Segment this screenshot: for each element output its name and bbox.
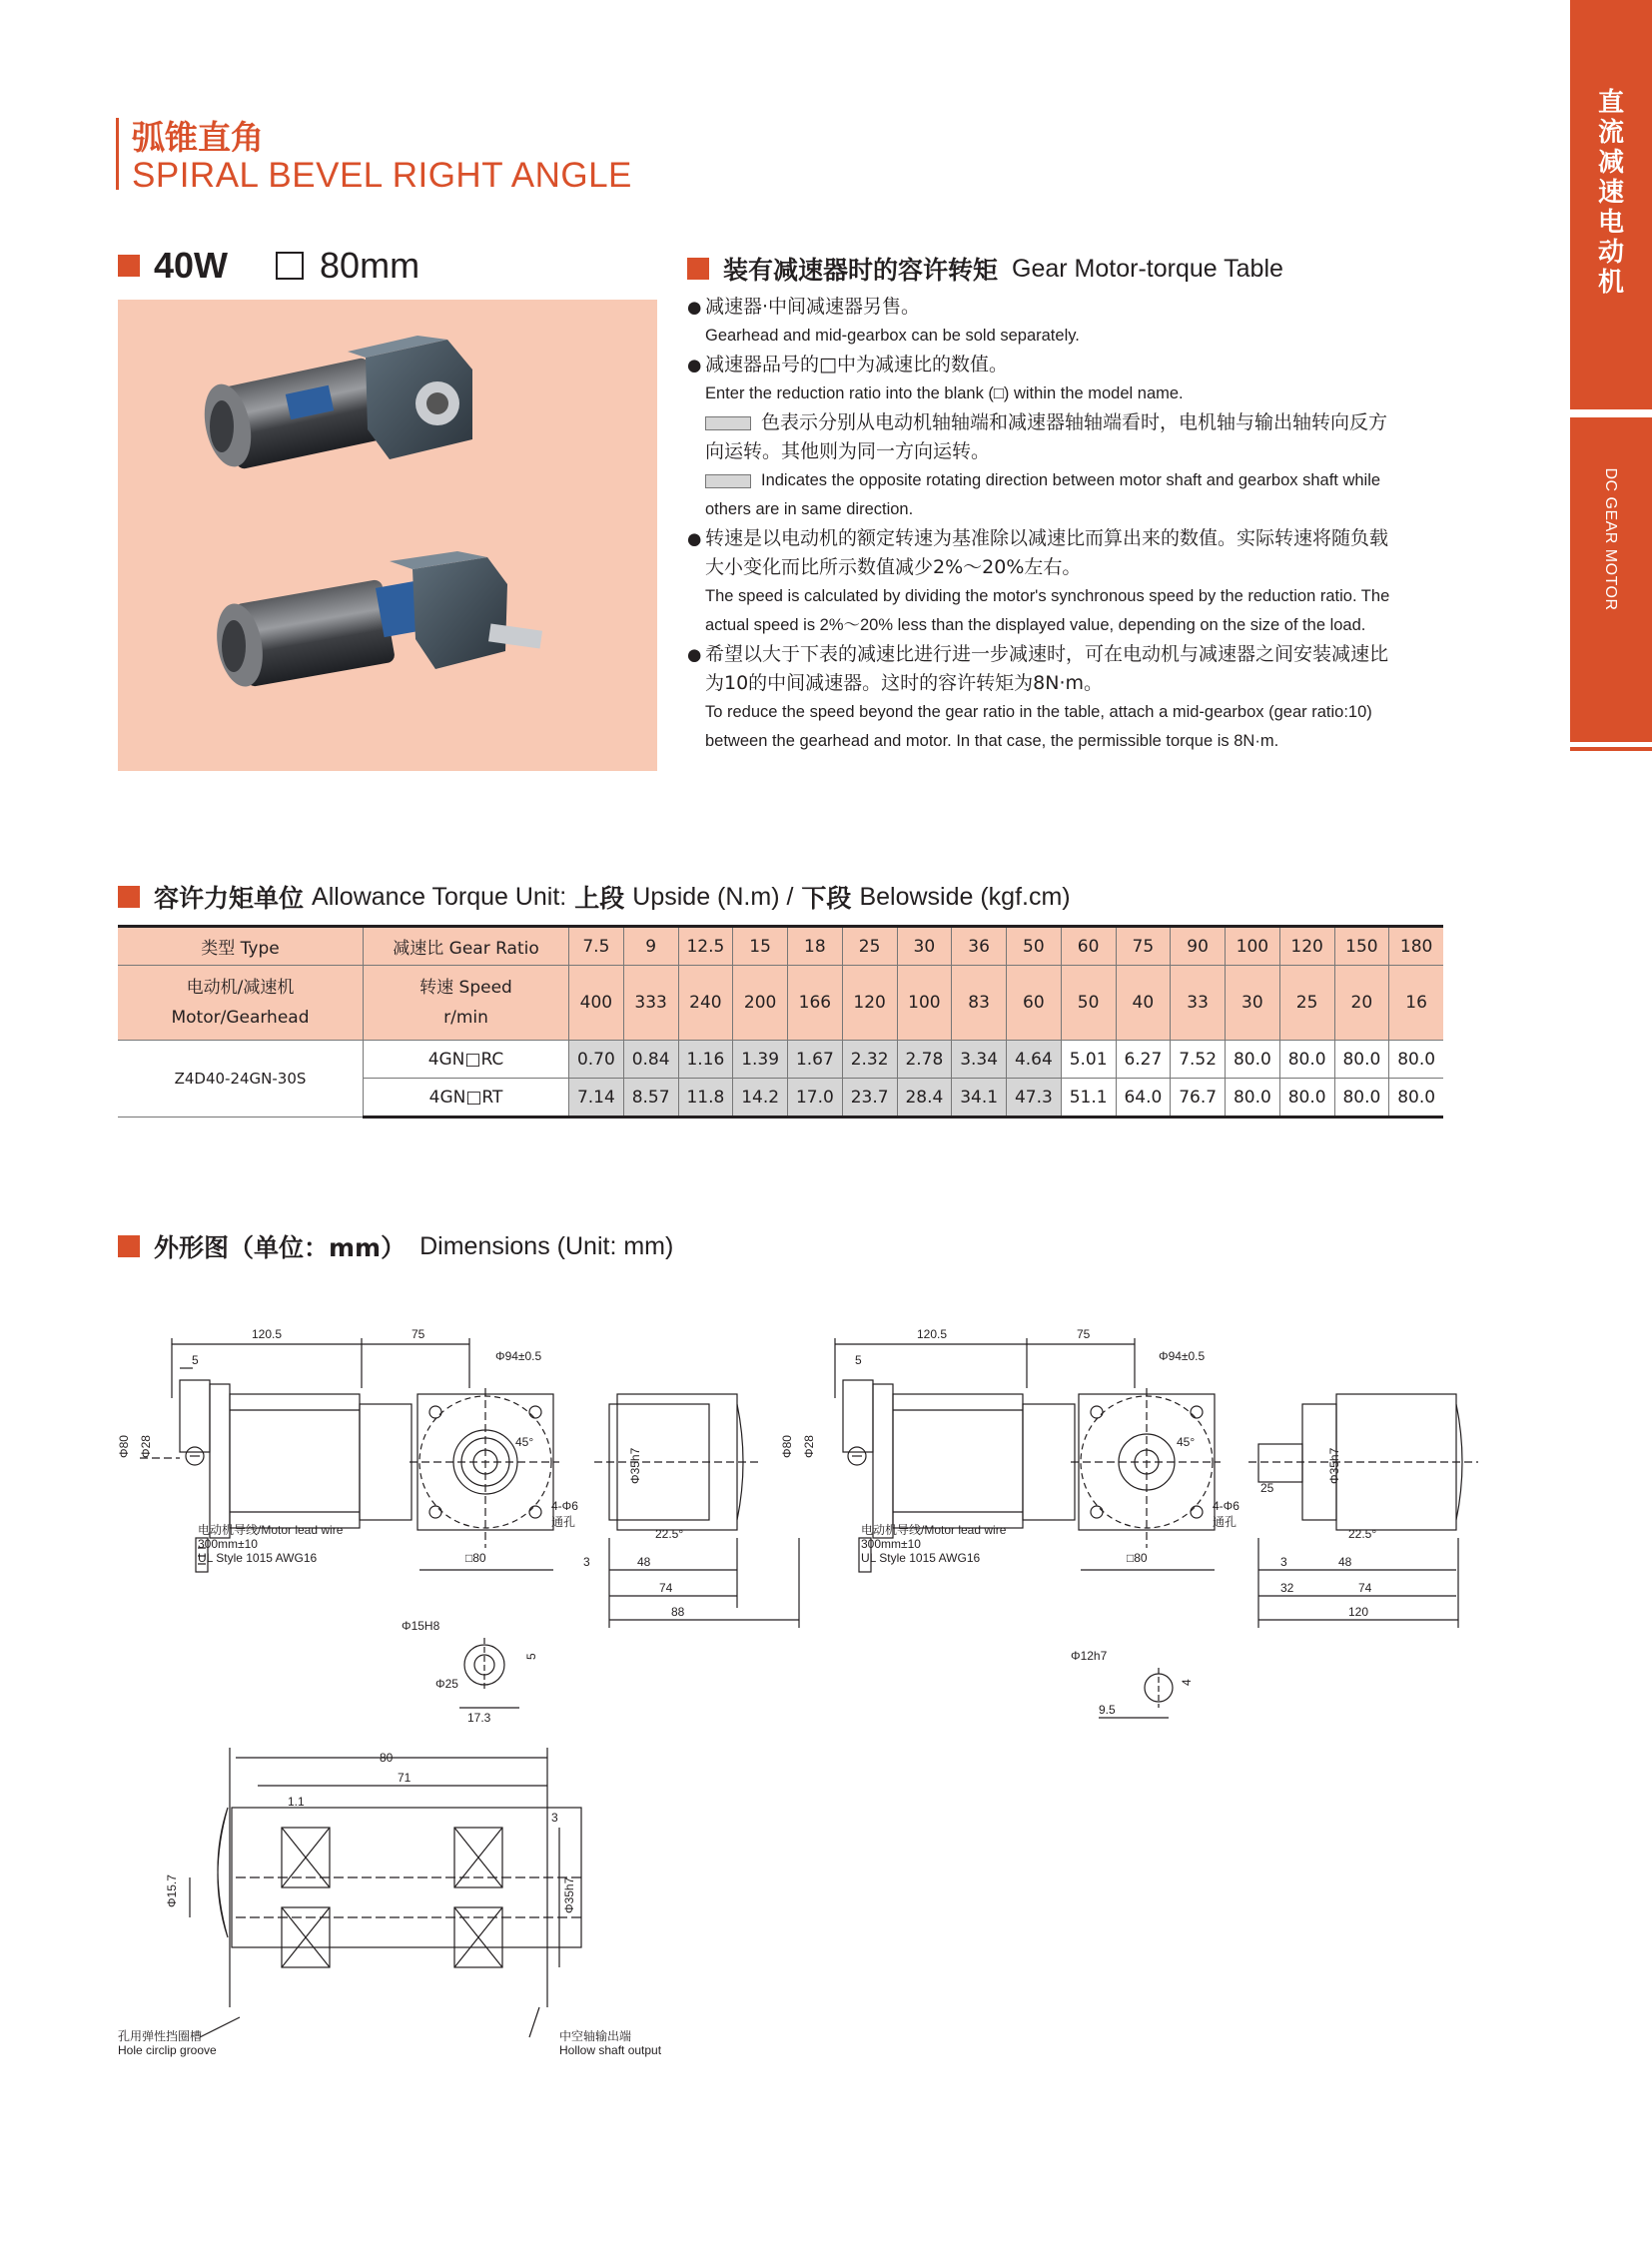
speed-cell: 40 — [1116, 966, 1171, 1041]
dim-48: 48 — [1338, 1555, 1352, 1569]
lead-wire-style: UL Style 1015 AWG16 — [861, 1551, 981, 1565]
dim-square80: □80 — [465, 1551, 486, 1565]
dim-phi15-7: Φ15.7 — [165, 1874, 179, 1907]
dim-phi28: Φ28 — [139, 1435, 153, 1458]
motor-photo-top — [198, 336, 472, 471]
allowance-section-heading — [118, 879, 1071, 915]
ratio-cell: 75 — [1116, 927, 1171, 966]
square-frame-icon — [276, 252, 304, 280]
notes-list — [687, 293, 1401, 756]
note-text-en: Gearhead and mid-gearbox can be sold separately. — [705, 327, 1080, 345]
ratio-cell: 15 — [733, 927, 788, 966]
note-text-cn: 减速器品号的□中为减速比的数值。 — [705, 354, 1008, 375]
dim-32: 32 — [1280, 1581, 1294, 1595]
dim-45deg: 45° — [515, 1435, 534, 1449]
ratio-cell: 7.5 — [569, 927, 624, 966]
dim-shaft12: Φ12h7 — [1071, 1649, 1108, 1663]
ratio-cell: 120 — [1279, 927, 1334, 966]
side-tab-title-cn: 直流减速电动机 — [1597, 88, 1624, 298]
torque-rt-cell: 28.4 — [897, 1079, 952, 1118]
section-marker-icon — [118, 1235, 140, 1257]
speed-cell: 400 — [569, 966, 624, 1041]
torque-rc-cell: 1.67 — [788, 1041, 843, 1079]
ratio-cell: 36 — [952, 927, 1007, 966]
ratio-cell: 9 — [623, 927, 678, 966]
torque-rt-cell: 14.2 — [733, 1079, 788, 1118]
dim-bore-17-3: 17.3 — [467, 1711, 491, 1725]
torque-rt-cell: 80.0 — [1226, 1079, 1280, 1118]
ratio-cell: 90 — [1171, 927, 1226, 966]
torque-rc-cell: 80.0 — [1279, 1041, 1334, 1079]
dim-5: 5 — [192, 1353, 199, 1367]
dim-holes-cn: 通孔 — [1213, 1515, 1238, 1529]
bullet-icon: ● — [687, 529, 702, 548]
dim-75: 75 — [412, 1327, 425, 1341]
speed-cell: 25 — [1279, 966, 1334, 1041]
dim-phi35-hollow: Φ35h7 — [562, 1876, 576, 1913]
torque-rt-cell: 80.0 — [1389, 1079, 1443, 1118]
dim-phi80: Φ80 — [117, 1435, 131, 1458]
dim-75: 75 — [1077, 1327, 1091, 1341]
lead-wire-label: 电动机导线/Motor lead wire — [198, 1523, 344, 1537]
dim-holes: 4-Φ6 — [1213, 1499, 1239, 1513]
ratio-cell: 30 — [897, 927, 952, 966]
note-text-cn: 转速是以电动机的额定转速为基准除以减速比而算出来的数值。实际转速将随负载大小变化而比所示数值减少2%～20%左右。 — [705, 527, 1389, 578]
motor-gearhead-en: Motor/Gearhead — [171, 1008, 310, 1028]
motor-photo-bottom — [211, 551, 542, 690]
hollow-label-cn: 中空轴输出端 — [559, 2029, 632, 2043]
dim-s80: 80 — [380, 1751, 394, 1765]
dim-bore: Φ15H8 — [402, 1619, 440, 1633]
note-item — [687, 408, 1401, 524]
dim-45deg: 45° — [1177, 1435, 1196, 1449]
torque-rc-cell: 80.0 — [1389, 1041, 1443, 1079]
motor-gearhead-cn: 电动机/减速机 — [186, 978, 295, 998]
dim-key5: 5 — [524, 1653, 538, 1660]
note-item — [687, 524, 1401, 640]
torque-rc-cell: 1.39 — [733, 1041, 788, 1079]
dim-48: 48 — [637, 1555, 651, 1569]
torque-rt-cell: 7.14 — [569, 1079, 624, 1118]
dim-s1-1: 1.1 — [288, 1795, 305, 1809]
speed-unit: r/min — [443, 1008, 488, 1028]
upside-label-cn: 上段 — [574, 884, 625, 913]
dim-120-5: 120.5 — [917, 1327, 948, 1341]
model-cell: Z4D40-24GN-30S — [118, 1041, 364, 1118]
dim-square80: □80 — [1127, 1551, 1148, 1565]
torque-rt-cell: 80.0 — [1334, 1079, 1389, 1118]
dim-3: 3 — [583, 1555, 590, 1569]
speed-cell: 16 — [1389, 966, 1443, 1041]
ratio-cell: 60 — [1061, 927, 1116, 966]
dimension-drawings — [0, 1308, 1538, 2057]
ratio-cell: 12.5 — [678, 927, 733, 966]
spec-heading — [118, 245, 419, 287]
upside-label-en: Upside (N.m) / — [632, 882, 794, 911]
product-photo — [118, 300, 657, 771]
dim-bore-25: Φ25 — [435, 1677, 458, 1691]
speed-cell: 20 — [1334, 966, 1389, 1041]
page-title-cn: 弧锥直角 — [132, 118, 264, 157]
torque-heading-en: Gear Motor-torque Table — [1012, 254, 1283, 283]
torque-table — [118, 925, 1443, 1119]
speed-cell: 60 — [1007, 966, 1062, 1041]
torque-rc-cell: 1.16 — [678, 1041, 733, 1079]
bullet-icon: ● — [687, 645, 702, 664]
dimensions-section-heading — [118, 1228, 673, 1264]
torque-section-heading — [687, 251, 1283, 287]
torque-rc-cell: 2.78 — [897, 1041, 952, 1079]
lead-wire-length: 300mm±10 — [198, 1537, 258, 1551]
circlip-label-cn: 孔用弹性挡圈槽 — [118, 2029, 203, 2043]
note-text-en: To reduce the speed beyond the gear ratio in the table, attach a mid-gearbox (gear ratio:10) between the gearhead and motor. In that case, the permissible torque is 8N·m. — [705, 703, 1372, 750]
dim-phi28: Φ28 — [802, 1435, 816, 1458]
section-marker-icon — [687, 258, 709, 280]
lead-wire-length: 300mm±10 — [861, 1537, 921, 1551]
page-title-en: SPIRAL BEVEL RIGHT ANGLE — [132, 156, 632, 195]
speed-cell: 120 — [842, 966, 897, 1041]
torque-rt-cell: 11.8 — [678, 1079, 733, 1118]
ratio-cell: 18 — [788, 927, 843, 966]
torque-rt-cell: 8.57 — [623, 1079, 678, 1118]
ratio-cell: 50 — [1007, 927, 1062, 966]
note-text-en: Indicates the opposite rotating direction between motor shaft and gearbox shaft while others are in same direction. — [705, 471, 1381, 518]
speed-cell: 30 — [1226, 966, 1280, 1041]
speed-cell: 166 — [788, 966, 843, 1041]
torque-rc-cell: 80.0 — [1226, 1041, 1280, 1079]
dim-s71: 71 — [398, 1771, 412, 1785]
note-text-cn: 希望以大于下表的减速比进行进一步减速时，可在电动机与减速器之间安装减速比为10的中间减速器。这时的容许转矩为8N·m。 — [705, 643, 1389, 694]
allowance-heading-cn: 容许力矩单位 — [154, 884, 305, 913]
dim-phi35: Φ35h7 — [628, 1447, 642, 1484]
dim-120-5: 120.5 — [252, 1327, 283, 1341]
bullet-icon: ● — [687, 298, 702, 317]
torque-rt-cell: 17.0 — [788, 1079, 843, 1118]
gear-motor-image — [118, 300, 657, 771]
bullet-icon: ● — [687, 356, 702, 374]
note-text-en: Enter the reduction ratio into the blank (□) within the model name. — [705, 384, 1184, 402]
dim-25: 25 — [1260, 1481, 1274, 1495]
drawing-left — [140, 1338, 799, 2057]
dim-phi94: Φ94±0.5 — [495, 1349, 542, 1363]
spec-frame-size: 80mm — [320, 245, 420, 286]
torque-rt-cell: 51.1 — [1061, 1079, 1116, 1118]
table-row — [118, 966, 1443, 1041]
dimensions-heading-en: Dimensions (Unit: mm) — [419, 1231, 674, 1260]
torque-rt-cell: 47.3 — [1007, 1079, 1062, 1118]
dim-phi94: Φ94±0.5 — [1159, 1349, 1206, 1363]
speed-cell: 333 — [623, 966, 678, 1041]
speed-cell: 200 — [733, 966, 788, 1041]
spec-power: 40W — [154, 245, 229, 286]
gear-rc-cell: 4GN□RC — [364, 1041, 569, 1079]
torque-rc-cell: 4.64 — [1007, 1041, 1062, 1079]
torque-rt-cell: 64.0 — [1116, 1079, 1171, 1118]
torque-rc-cell: 7.52 — [1171, 1041, 1226, 1079]
torque-rc-cell: 3.34 — [952, 1041, 1007, 1079]
dim-22-5: 22.5° — [1348, 1527, 1377, 1541]
note-item — [687, 640, 1401, 756]
dim-shaft9-5: 9.5 — [1099, 1703, 1116, 1717]
note-text-en: The speed is calculated by dividing the motor's synchronous speed by the reduction ratio. The actual speed is 2%～20% less than the displayed value, depending on the size of the load. — [705, 587, 1390, 634]
circlip-label-en: Hole circlip groove — [118, 2043, 217, 2057]
torque-heading-cn: 装有减速器时的容许转矩 — [723, 256, 999, 285]
torque-rt-cell: 34.1 — [952, 1079, 1007, 1118]
torque-rc-cell: 0.70 — [569, 1041, 624, 1079]
table-row — [118, 927, 1443, 966]
section-marker-icon — [118, 255, 140, 277]
note-item — [687, 293, 1401, 351]
torque-rc-cell: 6.27 — [1116, 1041, 1171, 1079]
title-accent-bar — [116, 118, 119, 190]
gear-rt-cell: 4GN□RT — [364, 1079, 569, 1118]
torque-rc-cell: 5.01 — [1061, 1041, 1116, 1079]
dim-holes: 4-Φ6 — [551, 1499, 578, 1513]
speed-cell: 100 — [897, 966, 952, 1041]
ratio-cell: 100 — [1226, 927, 1280, 966]
dimensions-heading-cn: 外形图（单位：mm） — [154, 1233, 407, 1262]
torque-rt-cell: 23.7 — [842, 1079, 897, 1118]
speed-label: 转速 Speed — [419, 978, 512, 998]
motor-gearhead-header — [118, 966, 364, 1041]
speed-cell: 240 — [678, 966, 733, 1041]
dim-s3: 3 — [551, 1811, 558, 1825]
note-text-cn: 色表示分别从电动机轴轴端和减速器轴轴端看时，电机轴与输出轴转向反方向运转。其他则为同一方向运转。 — [705, 411, 1388, 462]
torque-rt-cell: 76.7 — [1171, 1079, 1226, 1118]
belowside-label-en: Belowside (kgf.cm) — [859, 882, 1071, 911]
section-marker-icon — [118, 886, 140, 908]
side-tab-rule — [1570, 747, 1652, 751]
lead-wire-style: UL Style 1015 AWG16 — [198, 1551, 318, 1565]
type-header: 类型 Type — [118, 927, 364, 966]
speed-header — [364, 966, 569, 1041]
speed-cell: 50 — [1061, 966, 1116, 1041]
hollow-label-en: Hollow shaft output — [559, 2043, 662, 2057]
dim-phi80: Φ80 — [780, 1435, 794, 1458]
lead-wire-label: 电动机导线/Motor lead wire — [861, 1523, 1007, 1537]
dim-phi35: Φ35h7 — [1327, 1447, 1341, 1484]
dim-5: 5 — [855, 1353, 862, 1367]
speed-cell: 83 — [952, 966, 1007, 1041]
ratio-cell: 150 — [1334, 927, 1389, 966]
note-item — [687, 351, 1401, 408]
torque-rc-cell: 0.84 — [623, 1041, 678, 1079]
allowance-heading-en: Allowance Torque Unit: — [312, 882, 567, 911]
side-tab-title-en: DC GEAR MOTOR — [1602, 467, 1619, 611]
speed-cell: 33 — [1171, 966, 1226, 1041]
dim-22-5: 22.5° — [655, 1527, 684, 1541]
ratio-cell: 180 — [1389, 927, 1443, 966]
dim-88: 88 — [671, 1605, 685, 1619]
dim-holes-cn: 通孔 — [551, 1515, 576, 1529]
ratio-header: 减速比 Gear Ratio — [364, 927, 569, 966]
dim-74: 74 — [1358, 1581, 1372, 1595]
dim-74: 74 — [659, 1581, 673, 1595]
table-row — [118, 1041, 1443, 1079]
torque-rc-cell: 80.0 — [1334, 1041, 1389, 1079]
torque-rt-cell: 80.0 — [1279, 1079, 1334, 1118]
gray-swatch-icon — [705, 474, 751, 488]
torque-rc-cell: 2.32 — [842, 1041, 897, 1079]
belowside-label-cn: 下段 — [801, 884, 852, 913]
dim-3: 3 — [1280, 1555, 1287, 1569]
dim-key4: 4 — [1180, 1679, 1194, 1686]
note-text-cn: 减速器·中间减速器另售。 — [705, 296, 921, 318]
ratio-cell: 25 — [842, 927, 897, 966]
dim-120: 120 — [1348, 1605, 1369, 1619]
gray-swatch-icon — [705, 416, 751, 430]
